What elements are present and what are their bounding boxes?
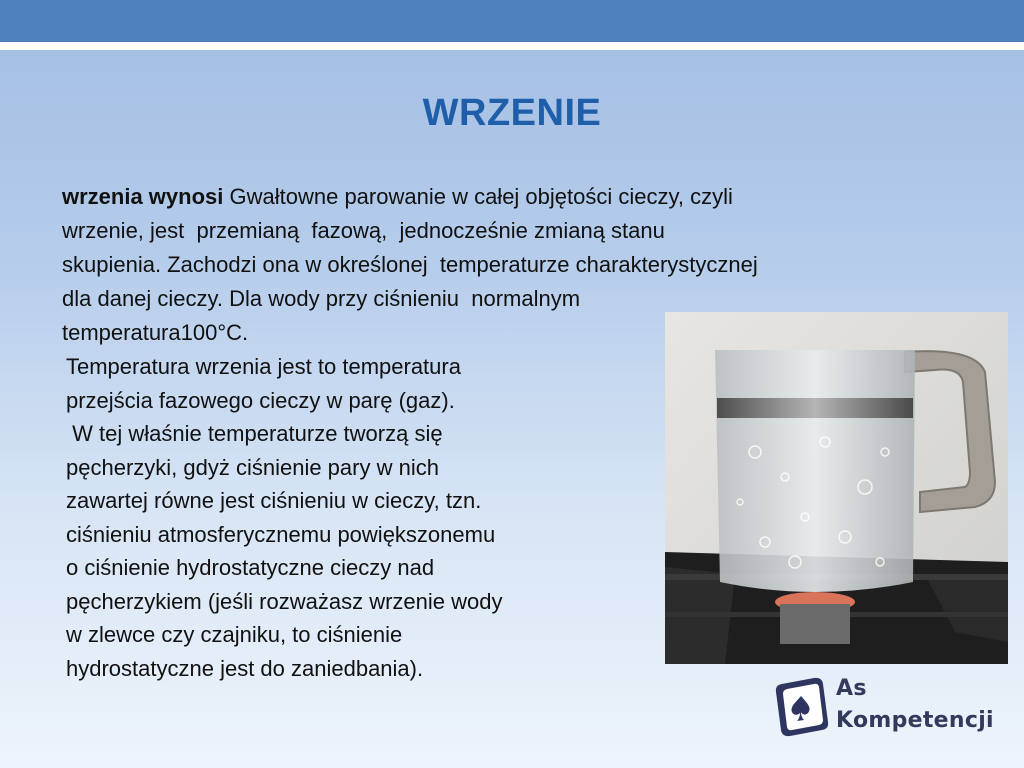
definition-line-5: temperatura100°C. — [62, 320, 249, 345]
definition-line-1 — [62, 180, 992, 214]
logo-text-line-1: As — [836, 676, 867, 701]
bold-lead: wrzenia wynosi — [62, 184, 224, 209]
explanation-line: Temperatura wrzenia jest to temperatura — [66, 354, 461, 379]
header-bar — [0, 0, 1024, 42]
slide-title: WRZENIE — [422, 92, 602, 134]
definition-line-4: dla danej cieczy. Dla wody przy ciśnieniu normalnym — [62, 286, 581, 311]
explanation-line: W tej właśnie temperaturze tworzą się — [66, 421, 443, 446]
definition-line-1-rest: Gwałtowne parowanie w całej objętości cieczy, czyli — [223, 184, 733, 209]
explanation-line: ciśnieniu atmosferycznemu powiększonemu — [66, 521, 496, 547]
explanation-line: pęcherzykiem (jeśli rozważasz wrzenie wody — [66, 588, 503, 614]
explanation-line: przejścia fazowego cieczy w parę (gaz). — [66, 387, 455, 413]
definition-line-2: wrzenie, jest przemianą fazową, jednocześnie zmianą stanu — [62, 218, 665, 243]
explanation-line: pęcherzyki, gdyż ciśnienie pary w nich — [66, 454, 439, 480]
definition-line-3: skupienia. Zachodzi ona w określonej temperaturze charakterystycznej — [62, 252, 758, 277]
explanation-line: hydrostatyczne jest do zaniedbania). — [66, 655, 424, 681]
logo-emblem-icon — [770, 674, 834, 744]
header-divider — [0, 42, 1024, 50]
explanation-line: o ciśnienie hydrostatyczne cieczy nad — [66, 555, 435, 580]
boiling-water-photo — [665, 312, 1008, 664]
logo-text-line-2: Kompetencji — [836, 708, 994, 733]
explanation-line: w zlewce czy czajniku, to ciśnienie — [66, 622, 403, 647]
explanation-paragraph — [66, 350, 656, 685]
explanation-line: zawartej równe jest ciśnieniu w cieczy, tzn. — [66, 488, 482, 513]
as-kompetencji-logo — [770, 672, 1000, 752]
